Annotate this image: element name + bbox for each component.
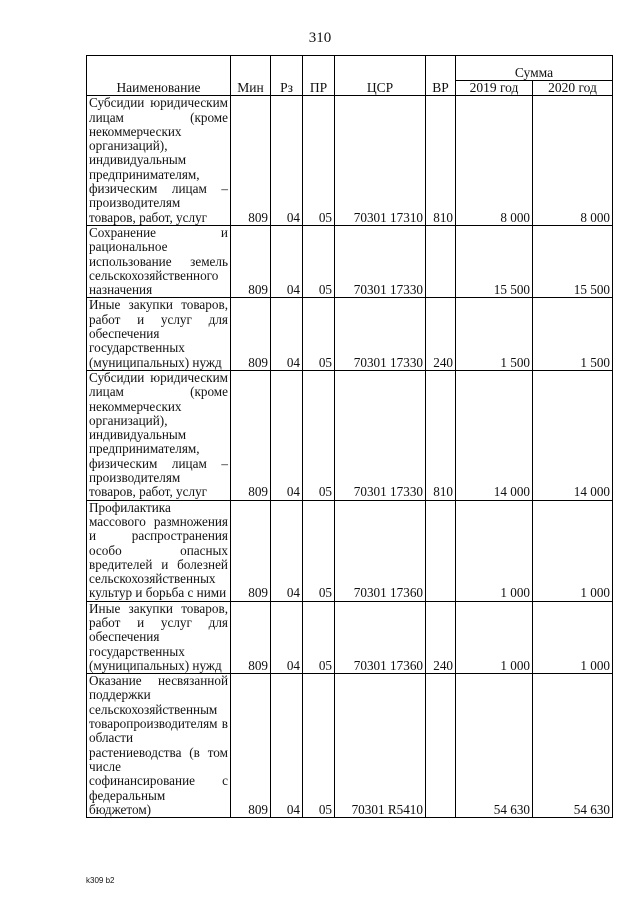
row-name: Сохранение и рациональное использование земель сельскохозяйственного назначения	[87, 225, 231, 297]
row-csr: 70301 R5410	[335, 674, 426, 818]
row-sum-2020: 1 500	[533, 298, 613, 370]
row-sum-2019: 15 500	[456, 225, 533, 297]
row-sum-2019: 14 000	[456, 370, 533, 500]
footer-code: k309 b2	[86, 876, 115, 885]
row-pr: 05	[303, 225, 335, 297]
row-sum-2019: 1 000	[456, 500, 533, 601]
row-sum-2020: 1 000	[533, 500, 613, 601]
row-vr	[426, 500, 456, 601]
row-pr: 05	[303, 500, 335, 601]
row-rz: 04	[271, 370, 303, 500]
row-sum-2020: 8 000	[533, 96, 613, 226]
row-csr: 70301 17310	[335, 96, 426, 226]
table-row	[87, 225, 613, 297]
row-csr: 70301 17330	[335, 298, 426, 370]
header-sum: Сумма	[456, 56, 613, 81]
table-row	[87, 674, 613, 818]
row-min: 809	[231, 298, 271, 370]
row-min: 809	[231, 225, 271, 297]
table-row	[87, 500, 613, 601]
row-vr: 240	[426, 601, 456, 673]
table-row	[87, 370, 613, 500]
row-pr: 05	[303, 298, 335, 370]
table-row	[87, 601, 613, 673]
row-vr	[426, 225, 456, 297]
header-pr: ПР	[303, 56, 335, 96]
row-pr: 05	[303, 601, 335, 673]
row-vr: 810	[426, 370, 456, 500]
row-vr: 810	[426, 96, 456, 226]
row-pr: 05	[303, 674, 335, 818]
row-sum-2019: 1 500	[456, 298, 533, 370]
row-csr: 70301 17360	[335, 601, 426, 673]
header-vr: ВР	[426, 56, 456, 96]
row-sum-2020: 54 630	[533, 674, 613, 818]
row-name: Профилактика массового размножения и распространения особо опасных вредителей и болезней сельскохозяйственных культур и борьба с ними	[87, 500, 231, 601]
header-2019: 2019 год	[456, 81, 533, 96]
row-sum-2020: 15 500	[533, 225, 613, 297]
row-vr	[426, 674, 456, 818]
row-name: Субсидии юридическим лицам (кроме некоммерческих организаций), индивидуальным предпринимателям, физическим лицам – производителям товаров, работ, услуг	[87, 96, 231, 226]
row-name: Иные закупки товаров, работ и услуг для обеспечения государственных (муниципальных) нужд	[87, 298, 231, 370]
row-min: 809	[231, 96, 271, 226]
row-pr: 05	[303, 370, 335, 500]
row-vr: 240	[426, 298, 456, 370]
row-rz: 04	[271, 601, 303, 673]
row-min: 809	[231, 500, 271, 601]
row-min: 809	[231, 601, 271, 673]
table-row	[87, 96, 613, 226]
row-rz: 04	[271, 674, 303, 818]
row-min: 809	[231, 674, 271, 818]
row-csr: 70301 17330	[335, 370, 426, 500]
table-body	[87, 96, 613, 818]
budget-table	[86, 55, 613, 818]
header-name: Наименование	[87, 56, 231, 96]
header-2020: 2020 год	[533, 81, 613, 96]
row-rz: 04	[271, 225, 303, 297]
header-min: Мин	[231, 56, 271, 96]
header-csr: ЦСР	[335, 56, 426, 96]
row-rz: 04	[271, 96, 303, 226]
header-rz: Рз	[271, 56, 303, 96]
row-rz: 04	[271, 500, 303, 601]
row-rz: 04	[271, 298, 303, 370]
row-name: Оказание несвязанной поддержки сельскохозяйственным товаропроизводителям в области растениеводства (в том числе софинансирование с федеральным бюджетом)	[87, 674, 231, 818]
row-min: 809	[231, 370, 271, 500]
row-name: Иные закупки товаров, работ и услуг для обеспечения государственных (муниципальных) нужд	[87, 601, 231, 673]
row-sum-2019: 8 000	[456, 96, 533, 226]
row-csr: 70301 17360	[335, 500, 426, 601]
row-sum-2019: 54 630	[456, 674, 533, 818]
row-sum-2020: 1 000	[533, 601, 613, 673]
row-sum-2020: 14 000	[533, 370, 613, 500]
row-csr: 70301 17330	[335, 225, 426, 297]
row-name: Субсидии юридическим лицам (кроме некоммерческих организаций), индивидуальным предпринимателям, физическим лицам – производителям товаров, работ, услуг	[87, 370, 231, 500]
row-sum-2019: 1 000	[456, 601, 533, 673]
row-pr: 05	[303, 96, 335, 226]
page-number: 310	[308, 30, 332, 46]
table-row	[87, 298, 613, 370]
